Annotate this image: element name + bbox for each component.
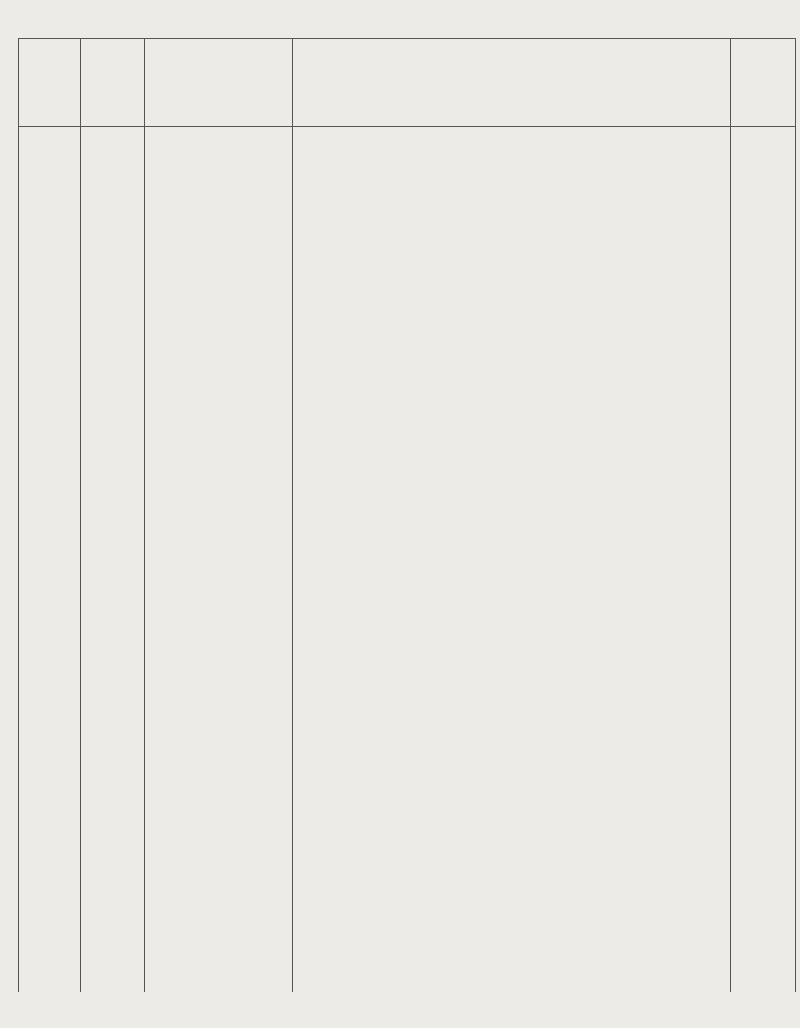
header-figure xyxy=(18,38,80,126)
header-name xyxy=(293,38,730,126)
header-quantity xyxy=(731,38,796,126)
parts-table xyxy=(18,38,796,992)
column-divider xyxy=(292,38,293,992)
column-divider xyxy=(80,38,81,992)
column-divider xyxy=(730,38,731,992)
column-divider xyxy=(144,38,145,992)
header-divider xyxy=(18,126,796,127)
header-position xyxy=(81,38,144,126)
table-frame xyxy=(18,38,796,992)
header-part-number xyxy=(145,38,292,126)
